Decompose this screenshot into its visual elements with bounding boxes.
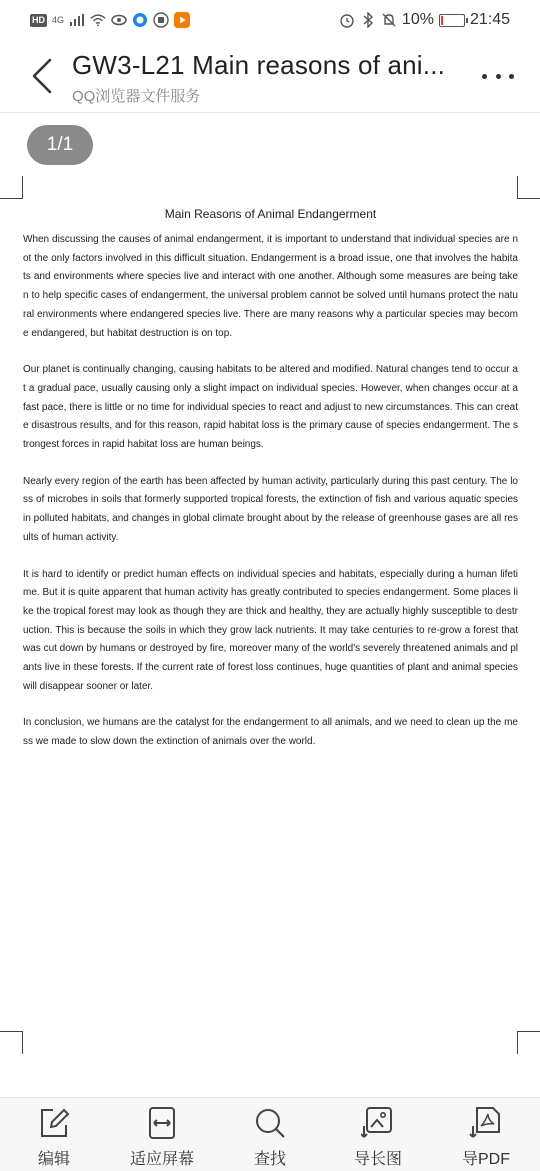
back-arrow-icon [28,56,58,96]
fit-screen-label: 适应屏幕 [129,1151,194,1168]
document-paragraph: It is hard to identify or predict human effects on individual species and habitats, especially during a human lifetime. But it is quite apparent that human activity has greatly contributed to species endangerment. Some places like the tropical forest may look as though they are thick and healthy, they are actually highly susceptible to destruction. This is because the soils in which they grow lack nutrients. It may take centuries to re-grow a forest that was cut down by humans or destroyed by fire, moreover many of the world's severely threatened animals and plants live in these forests. If the current rate of forest loss continues, huge quantities of plant and animal species will disappear sooner or later. [23,568,518,692]
hd-badge: HD [32,14,45,25]
back-button[interactable] [28,56,58,96]
document-page [23,207,518,770]
fit-screen-button[interactable] [108,1098,216,1171]
video-icon [174,12,190,28]
export-image-label: 导长图 [353,1151,402,1168]
battery-percent: 10% [401,11,434,28]
battery-icon [439,14,465,27]
more-dot-icon [496,74,501,79]
battery-level [441,16,443,25]
export-pdf-label: 导PDF [461,1151,510,1168]
search-icon [253,1106,287,1140]
hand-icon [153,12,169,28]
bluetooth-icon [360,12,376,28]
document-paragraph: In conclusion, we humans are the catalyst for the endangerment to all animals, and we need to clean up the mess we made to slow down the extinction of animals over the world. [23,717,518,748]
header [0,40,540,113]
file-title: GW3-L21 Main reasons of ani... [72,50,446,80]
file-source: QQ浏览器文件服务 [72,88,201,105]
page-indicator: 1/1 [27,125,93,165]
signal-icon [69,12,85,28]
page-corner-mark [517,176,540,199]
status-bar [0,0,540,40]
qq-browser-icon [132,12,148,28]
export-pdf-button[interactable] [432,1098,540,1171]
edit-button[interactable] [0,1098,108,1171]
document-paragraph: When discussing the causes of animal endangerment, it is important to understand that individual species are not the only factors involved in this difficult situation. Endangerment is a broad issue, one that involves the habitats and environments where species live and interact with one another. Although some measures are being taken to help specific cases of endangerment, the universal problem cannot be solved until humans protect the natural environments where endangered species live. There are many reasons why a particular species may become endangered, but habitat destruction is on top. [23,234,518,339]
page-corner-mark [517,1031,540,1054]
status-left [30,10,190,30]
alarm-icon [339,12,355,28]
clock: 21:45 [469,11,510,28]
edit-icon [37,1106,71,1140]
search-button[interactable] [216,1098,324,1171]
eye-icon [111,12,127,28]
edit-label: 编辑 [37,1151,70,1168]
document-title: Main Reasons of Animal Endangerment [164,207,377,221]
export-image-button[interactable] [324,1098,432,1171]
page-corner-mark [0,176,23,199]
wifi-icon [90,12,106,28]
more-dot-icon [482,74,487,79]
page-corner-mark [0,1031,23,1054]
search-label: 查找 [253,1151,286,1168]
more-dot-icon [509,74,514,79]
document-paragraph: Nearly every region of the earth has been affected by human activity, particularly during this past century. The loss of microbes in soils that formerly supported tropical forests, the extinction of fish and various aquatic species in polluted habitats, and changes in global climate brought about by the release of greenhouse gases are all results of human activity. [23,475,518,543]
network-type: 4G [52,15,65,25]
document-paragraph: Our planet is continually changing, causing habitats to be altered and modified. Natural changes tend to occur at a gradual pace, usually causing only a slight impact on individual species. However, when changes occur at a fast pace, there is little or no time for individual species to react and adjust to new circumstances. This can create disastrous results, and for this reason, rapid habitat loss is the primary cause of species endangerment. The strongest forces in rapid habitat loss are human beings. [23,364,518,451]
mute-icon [381,12,397,28]
status-right [339,9,510,31]
export-image-icon [361,1106,395,1140]
more-options-button[interactable] [482,72,514,80]
bottom-toolbar [0,1097,540,1171]
export-pdf-icon [469,1106,503,1140]
fit-screen-icon [145,1106,179,1140]
